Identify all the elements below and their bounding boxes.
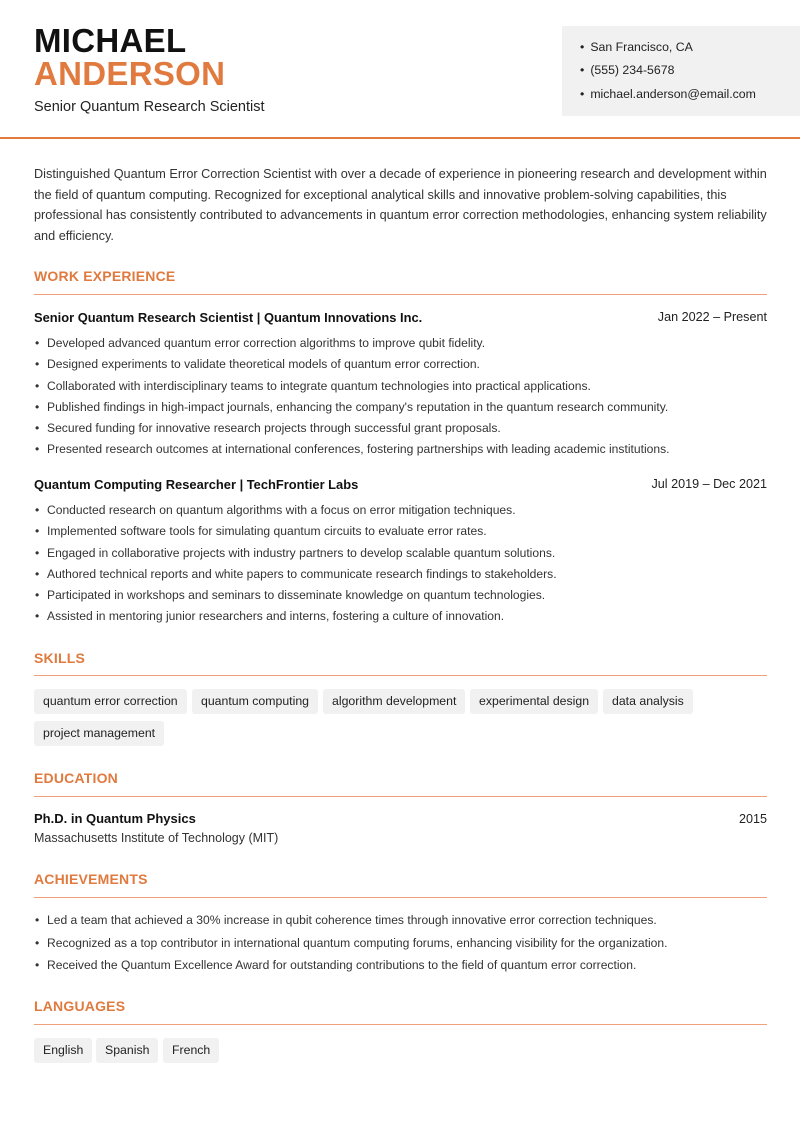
job-responsibilities <box>34 335 769 457</box>
list-item: • Participated in workshops and seminars to disseminate knowledge on quantum technologies. <box>34 587 769 603</box>
skill-tag: data analysis <box>603 689 693 714</box>
contact-location: • San Francisco, CA <box>580 40 693 54</box>
language-tag: Spanish <box>96 1038 158 1063</box>
professional-summary: Distinguished Quantum Error Correction Scientist with over a decade of experience in pioneering research and development within the field of quantum computing. Recognized for exceptional analytical skills and innovative problem-solving capabilities, this professional has consistently contributed to advancements in quantum error correction methodologies, enhancing system reliability and efficiency. <box>34 167 767 243</box>
list-item: • Received the Quantum Excellence Award for outstanding contributions to the field of quantum error correction. <box>34 957 769 973</box>
list-item: • Published findings in high-impact journals, enhancing the company's reputation in the quantum research community. <box>34 399 769 415</box>
list-item: • Developed advanced quantum error correction algorithms to improve qubit fidelity. <box>34 335 769 351</box>
list-item: • Collaborated with interdisciplinary teams to integrate quantum technologies into practical applications. <box>34 378 769 394</box>
language-tag: French <box>163 1038 219 1063</box>
skill-tag: experimental design <box>470 689 598 714</box>
achievements-list <box>34 912 769 973</box>
section-divider <box>34 897 767 898</box>
skill-tag: quantum error correction <box>34 689 187 714</box>
section-divider <box>34 1024 767 1025</box>
list-item: • Authored technical reports and white papers to communicate research findings to stakeholders. <box>34 566 769 582</box>
job-dates: Jul 2019 – Dec 2021 <box>651 477 767 491</box>
skill-tag: algorithm development <box>323 689 465 714</box>
job-responsibilities <box>34 502 769 624</box>
section-title-languages: LANGUAGES <box>34 998 126 1014</box>
list-item: • Secured funding for innovative research projects through successful grant proposals. <box>34 420 769 436</box>
degree: Ph.D. in Quantum Physics <box>34 811 196 826</box>
last-name: ANDERSON <box>34 55 226 92</box>
section-title-achievements: ACHIEVEMENTS <box>34 871 148 887</box>
list-item: • Designed experiments to validate theoretical models of quantum error correction. <box>34 356 769 372</box>
contact-box <box>562 26 800 116</box>
list-item: • Assisted in mentoring junior researchers and interns, fostering a culture of innovation. <box>34 608 769 624</box>
first-name: MICHAEL <box>34 22 187 59</box>
section-title-skills: SKILLS <box>34 650 85 666</box>
contact-email[interactable]: • michael.anderson@email.com <box>580 87 756 101</box>
school-name: Massachusetts Institute of Technology (MIT) <box>34 831 279 845</box>
skill-tag: project management <box>34 721 164 746</box>
list-item: • Presented research outcomes at international conferences, fostering partnerships with leading academic institutions. <box>34 441 769 457</box>
contact-phone: • (555) 234-5678 <box>580 63 674 77</box>
job-title-company: Senior Quantum Research Scientist | Quantum Innovations Inc. <box>34 310 423 325</box>
list-item: • Led a team that achieved a 30% increase in qubit coherence times through innovative error correction techniques. <box>34 912 769 928</box>
graduation-year: 2015 <box>738 812 767 826</box>
skill-tag: quantum computing <box>192 689 318 714</box>
section-divider <box>34 796 767 797</box>
section-divider <box>34 294 767 295</box>
list-item: • Recognized as a top contributor in international quantum computing forums, enhancing visibility for the organization. <box>34 935 769 951</box>
language-tag: English <box>34 1038 92 1063</box>
section-title-work: WORK EXPERIENCE <box>34 268 176 284</box>
job-dates: Jan 2022 – Present <box>657 310 767 324</box>
job-title: Senior Quantum Research Scientist <box>34 99 265 115</box>
section-divider <box>34 675 767 676</box>
list-item: • Implemented software tools for simulating quantum circuits to evaluate error rates. <box>34 523 769 539</box>
section-title-education: EDUCATION <box>34 770 118 786</box>
list-item: • Conducted research on quantum algorithms with a focus on error mitigation techniques. <box>34 502 769 518</box>
job-title-company: Quantum Computing Researcher | TechFrontier Labs <box>34 477 359 492</box>
list-item: • Engaged in collaborative projects with industry partners to develop scalable quantum solutions. <box>34 545 769 561</box>
resume-header <box>0 0 800 139</box>
